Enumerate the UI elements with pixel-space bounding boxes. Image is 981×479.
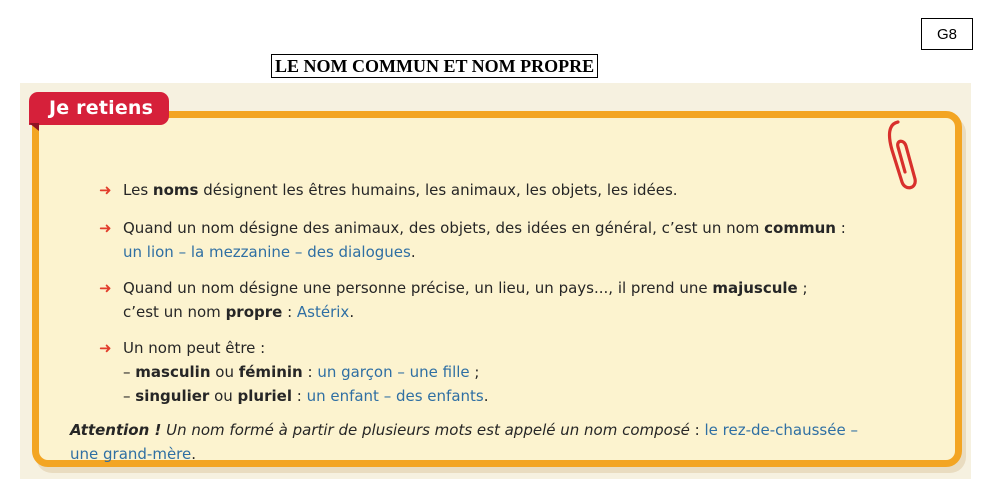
compound-example-1: le rez-de-chaussée – — [704, 421, 858, 439]
rule2-examples: un lion – la mezzanine – des dialogues — [123, 243, 411, 261]
attention-text: Un nom formé à partir de plusieurs mots est appelé un nom composé — [161, 421, 690, 439]
page-tag: G8 — [921, 18, 973, 50]
rule4-intro: Un nom peut être : — [123, 339, 266, 357]
rule3-end: . — [349, 303, 355, 321]
attention-colon: : — [689, 421, 705, 439]
paperclip-icon — [884, 116, 924, 196]
number-examples: un enfant – des enfants — [306, 387, 484, 405]
rule-common-noun — [97, 216, 846, 264]
arrow-right-icon: ➜ — [99, 339, 112, 357]
rule1-text-a: Les — [123, 181, 153, 199]
rule4-dash-1: – — [123, 363, 136, 381]
page-title: LE NOM COMMUN ET NOM PROPRE — [271, 54, 598, 78]
rule4-or-1: ou — [210, 363, 239, 381]
rule1-bold: noms — [152, 181, 199, 199]
rule2-text-c: : — [835, 219, 846, 237]
rule3-text-d: c’est un nom — [123, 303, 226, 321]
rule3-example: Astérix — [296, 303, 350, 321]
rule2-bold: commun — [764, 219, 836, 237]
rule2-end: . — [410, 243, 416, 261]
gender-examples: un garçon – une fille — [317, 363, 470, 381]
compound-example-2: une grand-mère — [70, 445, 192, 463]
rule4-dash-2: – — [123, 387, 136, 405]
textbook-scan — [20, 83, 971, 479]
rule-proper-noun — [97, 276, 808, 324]
pluriel-label: pluriel — [237, 387, 292, 405]
attention-note — [70, 418, 910, 466]
rule3-text-c: ; — [797, 279, 808, 297]
rule3-text-a: Quand un nom désigne une personne précise, un lieu, un pays..., il prend une — [123, 279, 713, 297]
attention-end: . — [191, 445, 197, 463]
rule4-colon-2: : — [291, 387, 307, 405]
rule-definition — [97, 178, 678, 202]
rule3-bold: majuscule — [712, 279, 798, 297]
rule3-bold-propre: propre — [225, 303, 283, 321]
masculin-label: masculin — [135, 363, 211, 381]
rule4-end-2: . — [483, 387, 489, 405]
je-retiens-tab: Je retiens — [29, 92, 169, 125]
rule4-colon-1: : — [302, 363, 318, 381]
je-retiens-panel — [32, 111, 962, 467]
rule1-text-c: désignent les êtres humains, les animaux, les objets, les idées. — [198, 181, 678, 199]
rule2-text-a: Quand un nom désigne des animaux, des objets, des idées en général, c’est un nom — [123, 219, 765, 237]
arrow-right-icon: ➜ — [99, 219, 112, 237]
attention-label: Attention ! — [70, 421, 162, 439]
arrow-right-icon: ➜ — [99, 279, 112, 297]
feminin-label: féminin — [238, 363, 303, 381]
rule-gender-number — [97, 336, 489, 408]
rule4-end-1: ; — [469, 363, 480, 381]
rule3-text-f: : — [282, 303, 297, 321]
arrow-right-icon: ➜ — [99, 181, 112, 199]
singulier-label: singulier — [135, 387, 210, 405]
rule4-or-2: ou — [209, 387, 238, 405]
